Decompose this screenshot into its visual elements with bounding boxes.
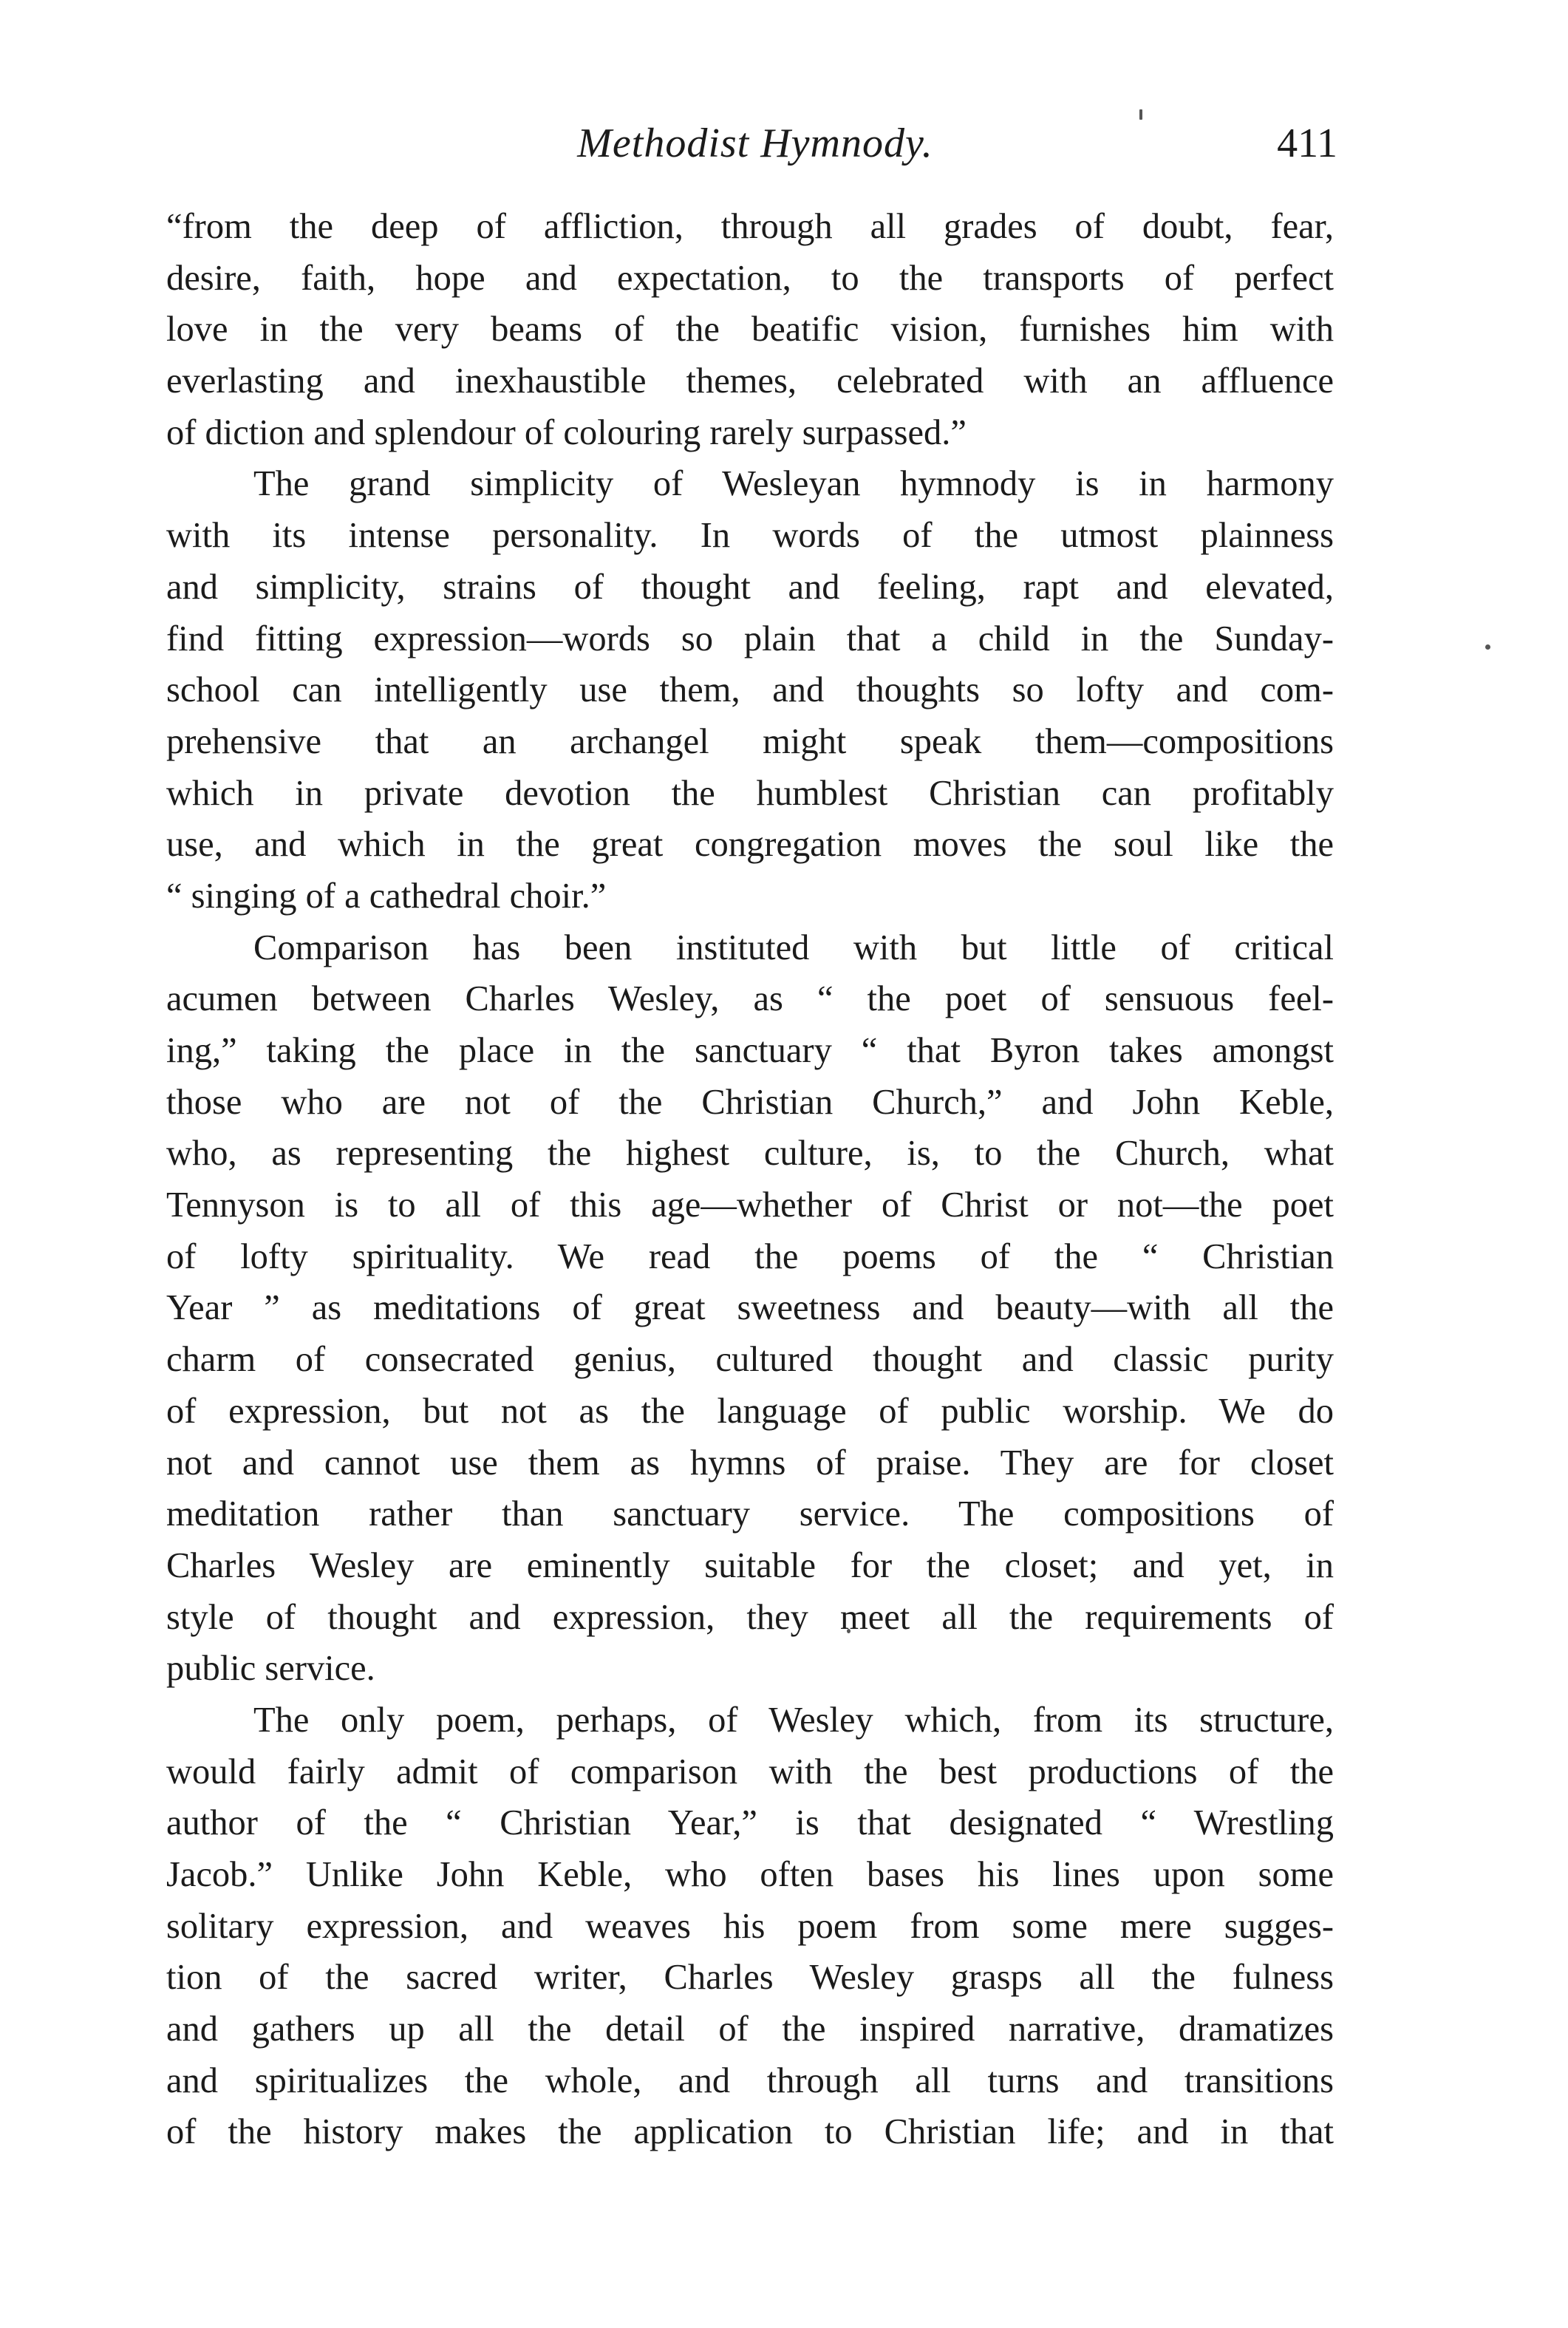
- text-line: and simplicity, strains of thought and feeling, rapt and elevated,: [166, 567, 1334, 607]
- text-line: tion of the sacred writer, Charles Wesley grasps all the fulness: [166, 1958, 1334, 1998]
- text-line: desire, faith, hope and expectation, to the transports of perfect: [166, 258, 1334, 298]
- text-line: ing,” taking the place in the sanctuary “ that Byron takes amongst: [166, 1031, 1334, 1070]
- text-line: Jacob.” Unlike John Keble, who often bases his lines upon some: [166, 1855, 1334, 1894]
- print-speck: [1139, 109, 1142, 120]
- running-head: [173, 120, 1337, 179]
- paragraph-comparison: [166, 922, 1334, 1695]
- text-line: find fitting expression—words so plain that a child in the Sunday-: [166, 619, 1334, 658]
- text-line: Charles Wesley are eminently suitable for the closet; and yet, in: [166, 1545, 1334, 1585]
- text-line: and spiritualizes the whole, and through all turns and transitions: [166, 2060, 1334, 2100]
- text-line: Tennyson is to all of this age—whether of Christ or not—the poet: [166, 1185, 1334, 1225]
- text-line: meditation rather than sanctuary service. The compositions of: [166, 1494, 1334, 1534]
- text-line: Comparison has been instituted with but little of critical: [253, 928, 1334, 967]
- print-speck: [1485, 644, 1490, 650]
- text-line: and gathers up all the detail of the inspired narrative, dramatizes: [166, 2009, 1334, 2049]
- text-line: everlasting and inexhaustible themes, celebrated with an affluence: [166, 361, 1334, 401]
- text-line: those who are not of the Christian Church,” and John Keble,: [166, 1082, 1334, 1122]
- text-line: The grand simplicity of Wesleyan hymnody is in harmony: [253, 464, 1334, 504]
- running-title: Methodist Hymnody.: [577, 120, 933, 166]
- text-line: prehensive that an archangel might speak them—compositions: [166, 721, 1334, 761]
- page-number: 411: [1277, 120, 1337, 166]
- paragraph-wrestling-jacob: [166, 1695, 1334, 2158]
- text-line: acumen between Charles Wesley, as “ the poet of sensuous feel-: [166, 979, 1334, 1019]
- text-line: school can intelligently use them, and thoughts so lofty and com-: [166, 670, 1334, 710]
- text-line: author of the “ Christian Year,” is that designated “ Wrestling: [166, 1803, 1334, 1843]
- text-line: with its intense personality. In words of the utmost plainness: [166, 516, 1334, 556]
- text-line: solitary expression, and weaves his poem from some mere sugges-: [166, 1906, 1334, 1946]
- paragraph-quotation-continued: [166, 201, 1334, 458]
- text-line: Year ” as meditations of great sweetness and beauty—with all the: [166, 1288, 1334, 1328]
- text-line: which in private devotion the humblest Christian can profitably: [166, 773, 1334, 813]
- text-line: The only poem, perhaps, of Wesley which, from its structure,: [253, 1700, 1334, 1740]
- text-line: would fairly admit of comparison with the best productions of the: [166, 1752, 1334, 1791]
- text-line: charm of consecrated genius, cultured thought and classic purity: [166, 1340, 1334, 1380]
- text-line: of diction and splendour of colouring rarely surpassed.”: [166, 412, 967, 452]
- text-line: use, and which in the great congregation moves the soul like the: [166, 825, 1334, 865]
- text-line: love in the very beams of the beatific vision, furnishes him with: [166, 310, 1334, 350]
- text-line: who, as representing the highest culture, is, to the Church, what: [166, 1134, 1334, 1174]
- text-line: style of thought and expression, they meet all the requirements of: [166, 1597, 1334, 1637]
- text-line: of the history makes the application to Christian life; and in that: [166, 2112, 1334, 2152]
- body-text: [166, 201, 1334, 2158]
- text-line: of lofty spirituality. We read the poems of the “ Christian: [166, 1236, 1334, 1276]
- text-line: of expression, but not as the language of public worship. We do: [166, 1391, 1334, 1431]
- text-line: public service.: [166, 1649, 375, 1689]
- text-line: “ singing of a cathedral choir.”: [166, 876, 607, 916]
- text-line: “from the deep of affliction, through all grades of doubt, fear,: [166, 207, 1334, 246]
- text-line: not and cannot use them as hymns of praise. They are for closet: [166, 1443, 1334, 1483]
- paragraph-grand-simplicity: [166, 458, 1334, 922]
